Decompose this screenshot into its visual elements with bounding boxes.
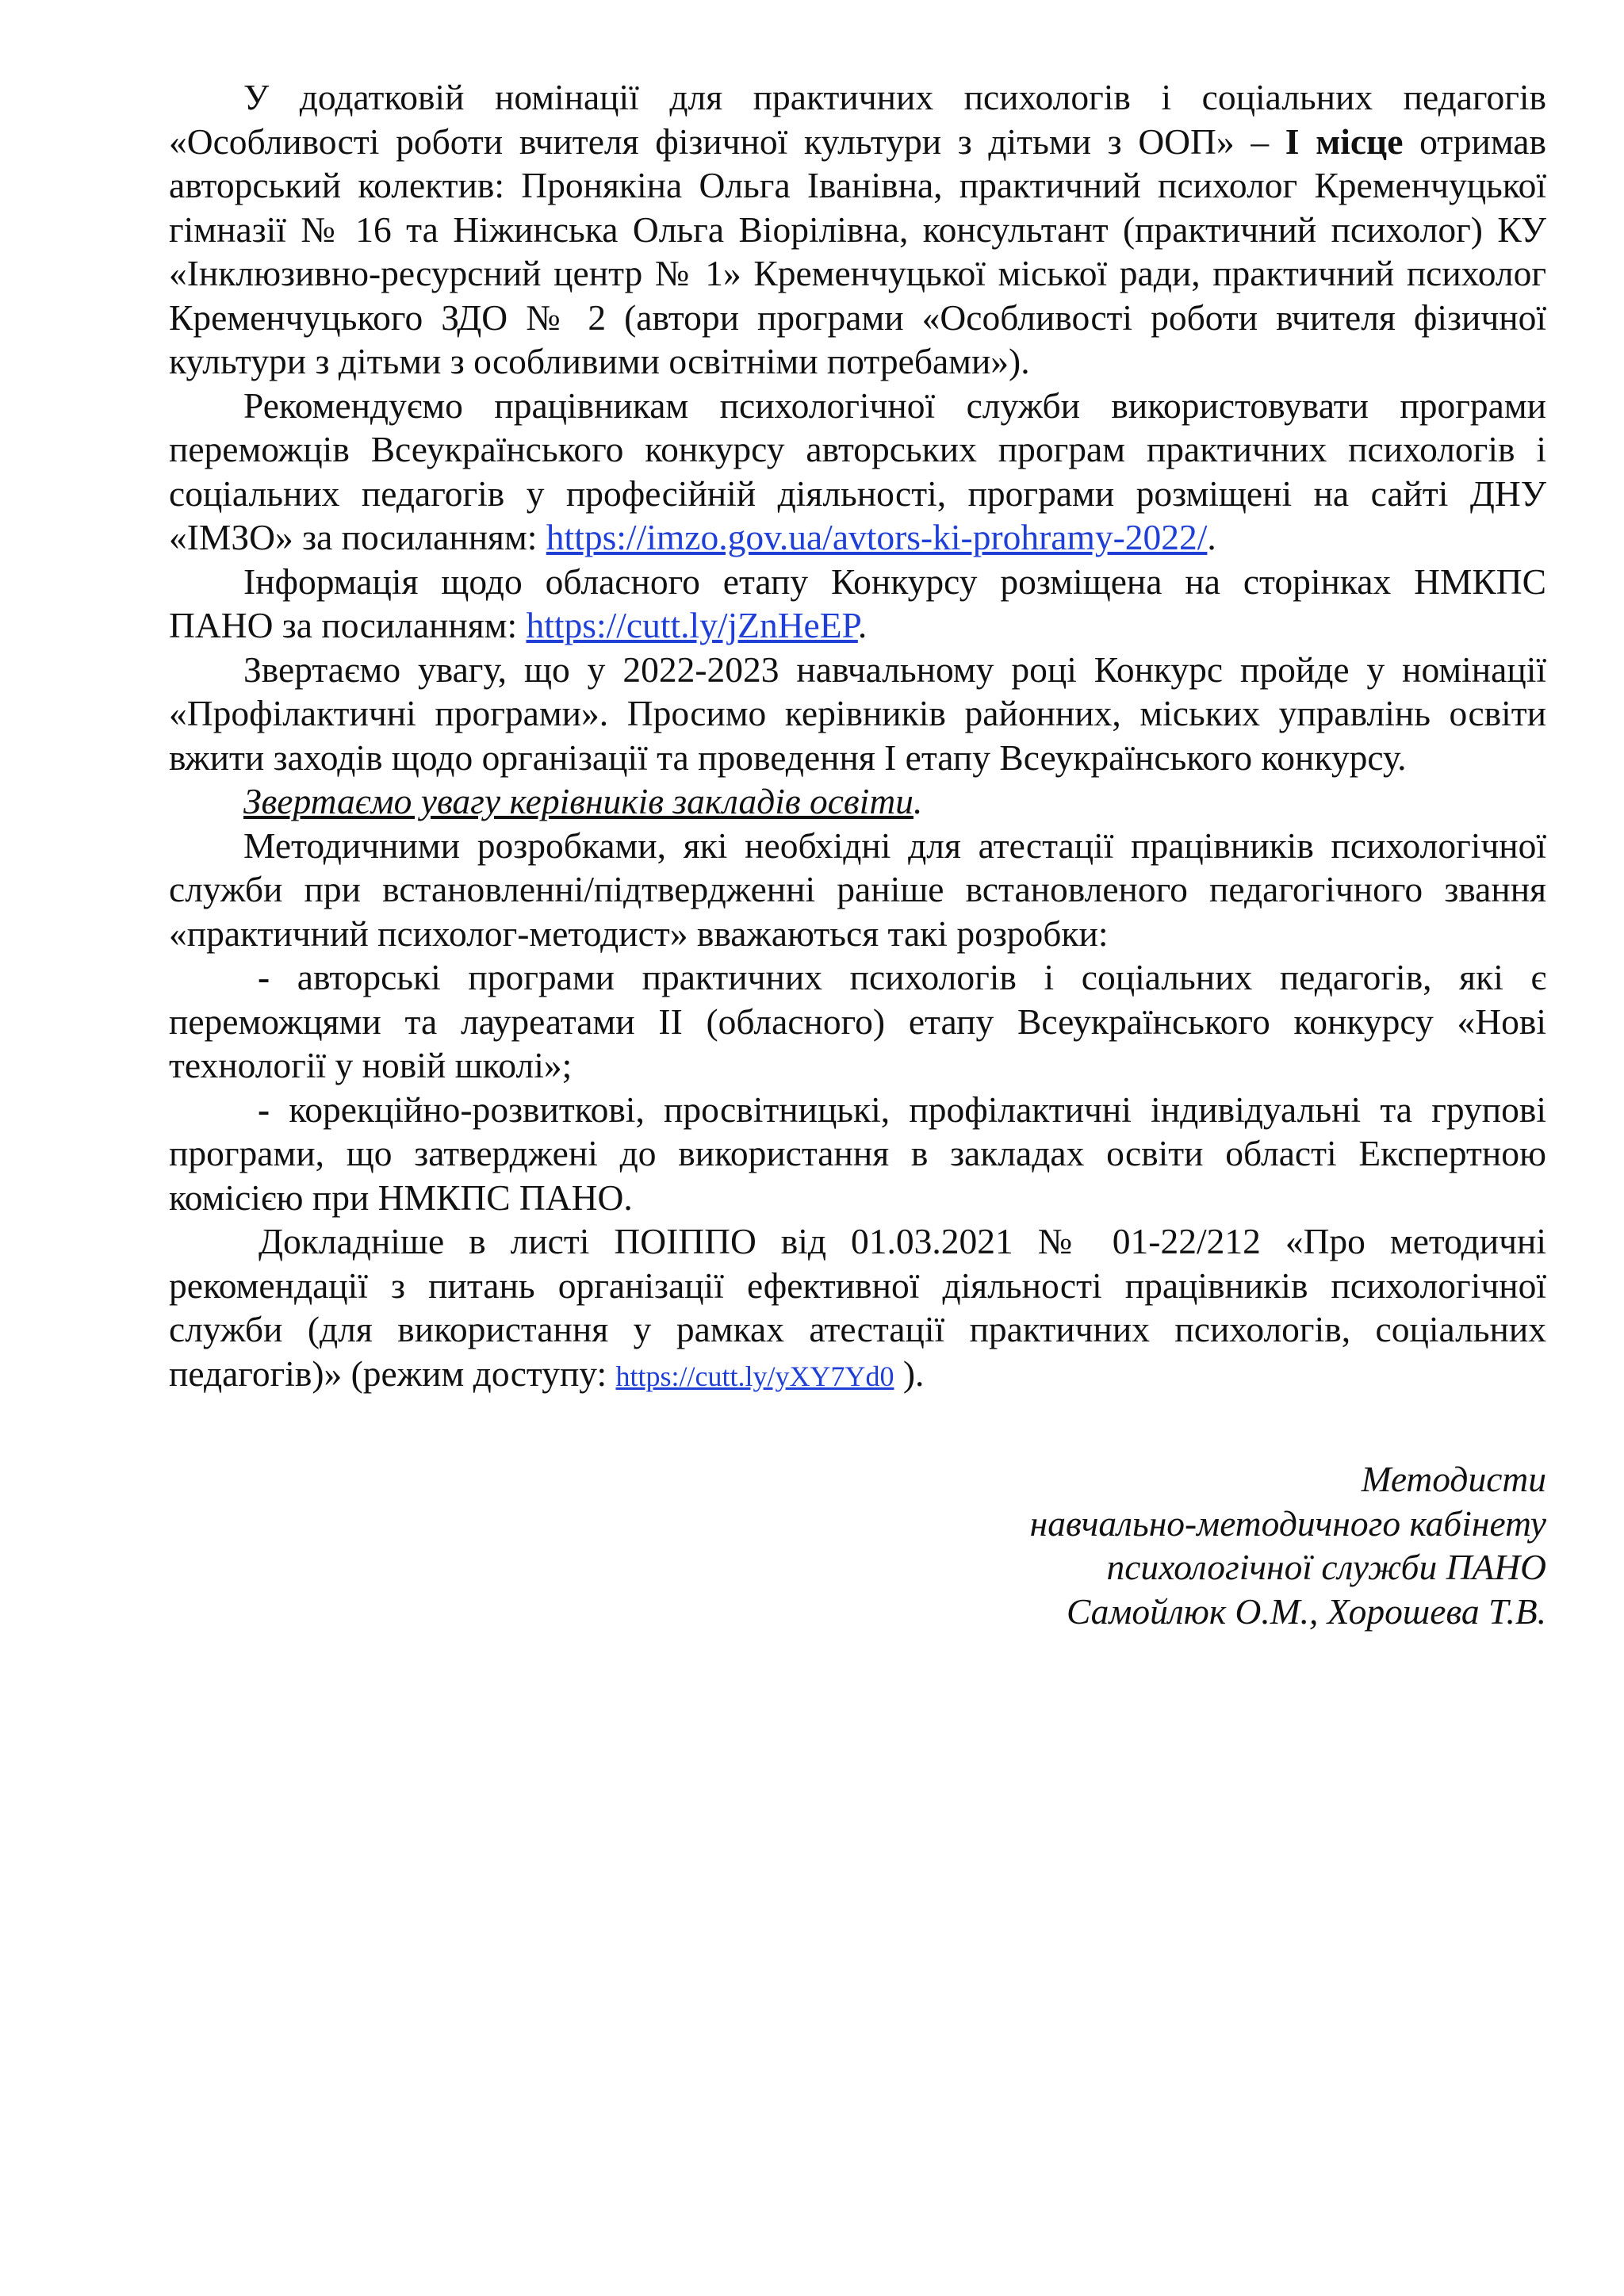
paragraph-punctuation: .	[1207, 517, 1216, 557]
notice-heading	[169, 779, 1546, 824]
paragraph-next-year	[169, 648, 1546, 780]
imzo-link[interactable]: https://imzo.gov.ua/avtors-ki-prohramy-2022/	[546, 517, 1208, 557]
paragraph-regional-stage	[169, 560, 1546, 648]
paragraph-punctuation: .	[857, 605, 868, 645]
signature-names: Самойлюк О.М., Хорошева Т.В.	[1066, 1590, 1546, 1632]
bullet-text: корекційно-розвиткові, просвітницькі, профілактичні індивідуальні та групові програми, що затверджені до використання в закладах освіти області Експертною комісією при НМКПС ПАНО.	[169, 1089, 1546, 1218]
paragraph-text: У додатковій номінації для практичних психологів і соціальних педагогів «Особливості роботи вчителя фізичної культури з дітьми з ООП» –	[169, 77, 1546, 162]
document-page	[169, 75, 1546, 1633]
signature-line: Методисти	[1361, 1459, 1546, 1499]
paragraph-letter-reference	[169, 1219, 1546, 1399]
nmkps-link[interactable]: https://cutt.ly/jZnHeEP	[526, 605, 858, 645]
paragraph-nomination-result	[169, 75, 1546, 384]
paragraph-text: Методичними розробками, які необхідні для атестації працівників психологічної служби при встановленні/підтвердженні раніше встановленого педагогічного звання «практичний психолог-методист» вважаються такі розробки:	[169, 825, 1546, 954]
paragraph-recommendation	[169, 384, 1546, 560]
paragraph-text: Інформація щодо обласного етапу Конкурсу розміщена на сторінках НМКПС ПАНО за посиланням:	[169, 561, 1546, 645]
bullet-item	[169, 955, 1546, 1088]
paragraph-text: отримав авторський колектив: Пронякіна Ольга Іванівна, практичний психолог Кременчуцької гімназії № 16 та Ніжинська Ольга Віорілівна, консультант (практичний психолог) КУ «Інклюзивно-ресурсний центр № 1» Кременчуцької міської ради, практичний психолог Кременчуцького ЗДО № 2 (автори програми «Особливості роботи вчителя фізичної культури з дітьми з особливими освітніми потребами»).	[169, 121, 1546, 381]
notice-punctuation: .	[913, 781, 923, 821]
paragraph-text: Докладніше в листі ПОІППО від 01.03.2021 № 01-22/212 «Про методичні рекомендації з питань організації ефективної діяльності працівників психологічної служби (для використання у рамках атестації практичних психологів, соціальних педагогів)» (режим доступу:	[169, 1221, 1546, 1394]
bullet-text: авторські програми практичних психологів і соціальних педагогів, які є переможцями та лауреатами ІІ (обласного) етапу Всеукраїнського конкурсу «Нові технології у новій школі»;	[169, 957, 1546, 1085]
notice-text: Звертаємо увагу керівників закладів освіти	[243, 781, 914, 821]
signature-line: навчально-методичного кабінету	[1029, 1502, 1546, 1544]
bullet-item	[169, 1088, 1546, 1220]
first-place-label: І місце	[1285, 121, 1404, 162]
bullet-dash: -	[258, 957, 270, 997]
paragraph-methodical-works	[169, 824, 1546, 956]
paragraph-text: Звертаємо увагу, що у 2022-2023 навчальному році Конкурс пройде у номінації «Профілактичні програми». Просимо керівників районних, міських управлінь освіти вжити заходів щодо організації та проведення І етапу Всеукраїнського конкурсу.	[169, 649, 1546, 778]
signature-block	[169, 1457, 1546, 1633]
signature-line: психологічної служби ПАНО	[1106, 1547, 1546, 1587]
poippo-letter-link[interactable]: https://cutt.ly/yXY7Yd0	[615, 1360, 894, 1392]
paragraph-punctuation: ).	[894, 1353, 925, 1394]
bullet-dash: -	[258, 1089, 270, 1130]
paragraph-text: Рекомендуємо працівникам психологічної служби використовувати програми переможців Всеукраїнського конкурсу авторських програм практичних психологів і соціальних педагогів у професійній діяльності, програми розміщені на сайті ДНУ «ІМЗО» за посиланням:	[169, 385, 1546, 557]
